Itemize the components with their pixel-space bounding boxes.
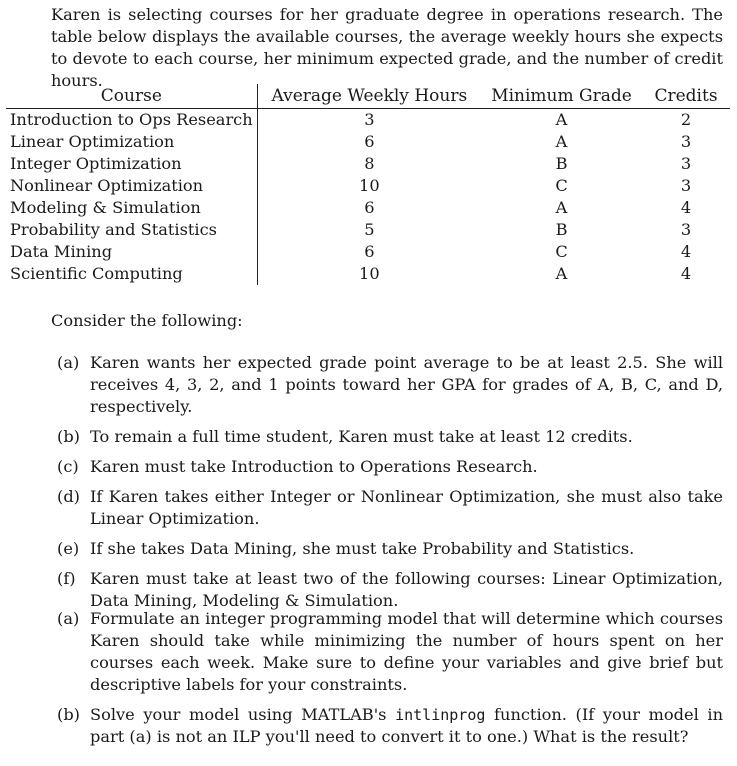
condition-item [57, 352, 723, 418]
header-course: Course [6, 84, 257, 109]
header-credits: Credits [642, 84, 730, 109]
condition-item [57, 486, 723, 530]
course-grade: C [555, 242, 568, 261]
header-grade: Minimum Grade [481, 84, 642, 109]
course-name: Nonlinear Optimization [10, 176, 204, 195]
course-grade: A [555, 110, 568, 129]
course-name: Modeling & Simulation [10, 198, 201, 217]
condition-text: Karen wants her expected grade point average to be at least 2.5. She will receives 4, 3, 2, and 1 points toward her GPA for grades of A, B, C, and D, respectively. [90, 353, 723, 416]
condition-text: If Karen takes either Integer or Nonlinear Optimization, she must also take Linear Optimization. [90, 487, 723, 528]
course-hours: 6 [257, 197, 481, 219]
intro-paragraph: Karen is selecting courses for her graduate degree in operations research. The table below displays the available courses, the average weekly hours she expects to devote to each course, her minimum expected grade, and the number of credit hours. [51, 5, 723, 90]
table-row [6, 109, 730, 132]
table-row [6, 131, 730, 153]
table-header-row [6, 84, 730, 109]
course-name: Scientific Computing [10, 264, 183, 283]
course-hours: 3 [257, 109, 481, 132]
condition-text: Karen must take Introduction to Operations Research. [90, 457, 538, 476]
condition-label: (e) [57, 539, 80, 558]
condition-label: (c) [57, 457, 79, 476]
condition-text: Karen must take at least two of the following courses: Linear Optimization, Data Mining, Modeling & Simulation. [90, 569, 723, 610]
table-row [6, 263, 730, 285]
course-name: Data Mining [10, 242, 113, 261]
course-credits: 3 [680, 176, 692, 195]
course-grade: A [555, 198, 568, 217]
table-row [6, 197, 730, 219]
course-hours: 6 [257, 131, 481, 153]
course-credits: 3 [680, 154, 692, 173]
course-credits: 3 [680, 220, 692, 239]
condition-label: (b) [57, 427, 80, 446]
condition-label: (a) [57, 353, 80, 372]
course-hours: 10 [257, 175, 481, 197]
question-text-post: function. (If your model in part (a) is not an ILP you'll need to convert it to one.) What is the result? [90, 705, 723, 746]
table-row [6, 241, 730, 263]
question-label: (a) [57, 609, 80, 628]
course-name: Probability and Statistics [10, 220, 217, 239]
question-text-pre: Solve your model using MATLAB's [90, 705, 396, 724]
matlab-function-name: intlinprog [395, 706, 486, 724]
course-hours: 8 [257, 153, 481, 175]
course-name: Introduction to Ops Research [10, 110, 253, 129]
course-grade: B [555, 154, 568, 173]
course-credits: 3 [680, 132, 692, 151]
consider-heading: Consider the following: [51, 311, 243, 330]
condition-item [57, 456, 723, 478]
table-row [6, 153, 730, 175]
condition-text: To remain a full time student, Karen must take at least 12 credits. [90, 427, 633, 446]
questions-list [57, 608, 723, 756]
condition-item [57, 426, 723, 448]
question-item [57, 608, 723, 696]
course-grade: A [555, 132, 568, 151]
condition-text: If she takes Data Mining, she must take Probability and Statistics. [90, 539, 635, 558]
condition-label: (f) [57, 569, 76, 588]
question-item [57, 704, 723, 748]
conditions-list [57, 352, 723, 620]
condition-item [57, 568, 723, 612]
course-name: Linear Optimization [10, 132, 175, 151]
header-hours: Average Weekly Hours [257, 84, 481, 109]
question-text: Formulate an integer programming model that will determine which courses Karen should take while minimizing the number of hours spent on her courses each week. Make sure to define your variables and give brief but descriptive labels for your constraints. [90, 609, 723, 694]
course-name: Integer Optimization [10, 154, 182, 173]
condition-item [57, 538, 723, 560]
course-credits: 4 [680, 264, 692, 283]
course-grade: A [555, 264, 568, 283]
course-grade: C [555, 176, 568, 195]
course-hours: 10 [257, 263, 481, 285]
course-hours: 5 [257, 219, 481, 241]
course-credits: 4 [680, 242, 692, 261]
table-row [6, 219, 730, 241]
question-label: (b) [57, 705, 80, 724]
table-row [6, 175, 730, 197]
condition-label: (d) [57, 487, 80, 506]
course-hours: 6 [257, 241, 481, 263]
course-credits: 2 [680, 110, 692, 129]
courses-table [6, 84, 730, 285]
course-credits: 4 [680, 198, 692, 217]
course-grade: B [555, 220, 568, 239]
